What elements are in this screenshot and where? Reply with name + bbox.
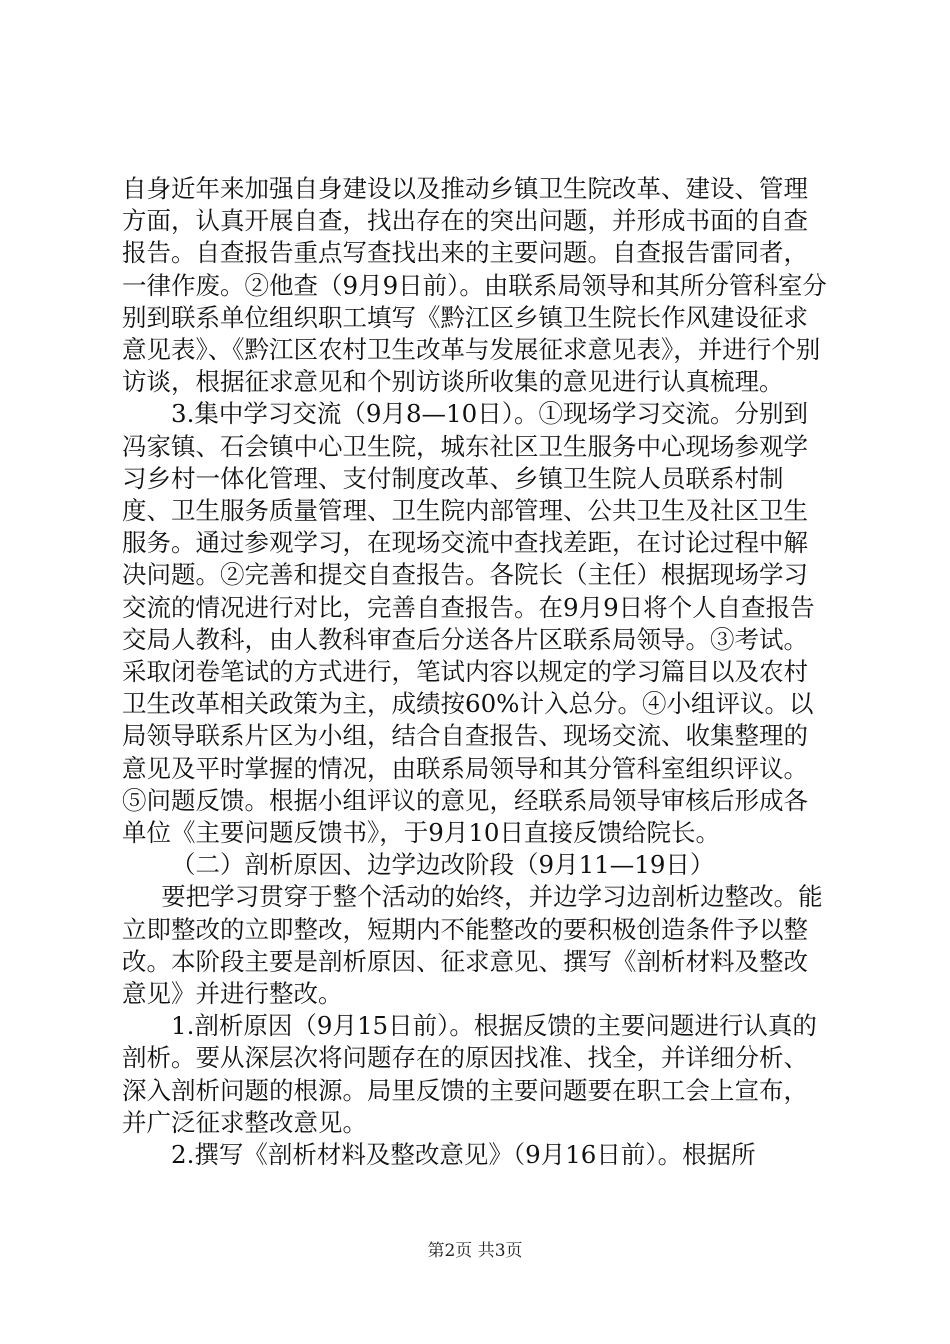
paragraph-study-throughout: 要把学习贯穿于整个活动的始终，并边学习边剖析边整改。能立即整改的立即整改，短期内不能整改的要积极创造条件予以整改。本阶段主要是剖析原因、征求意见、撰写《剖析材料及整改意见》并进行整改。 — [122, 882, 823, 1009]
page-number-label: 第2页 共3页 — [427, 1241, 523, 1261]
section-heading-analysis-stage: （二）剖析原因、边学边改阶段（9月11—19日） — [171, 850, 715, 880]
paragraph-analyze-causes: 1.剖析原因（9月15日前）。根据反馈的主要问题进行认真的剖析。要从深层次将问题存在的原因找准、找全，并详细分析、深入剖析问题的根源。局里反馈的主要问题要在职工会上宣布，并广泛征求整改意见。 — [122, 1011, 817, 1137]
document-body — [122, 173, 832, 1171]
paragraph-write-materials: 2.撰写《剖析材料及整改意见》（9月16日前）。根据所 — [171, 1140, 756, 1170]
paragraph-self-check: 自身近年来加强自身建设以及推动乡镇卫生院改革、建设、管理方面，认真开展自查，找出存在的突出问题，并形成书面的自查报告。自查报告重点写查找出来的主要问题。自查报告雷同者，一律作废。②他查（9月9日前）。由联系局领导和其所分管科室分别到联系单位组织职工填写《黔江区乡镇卫生院长作风建设征求意见表》、《黔江区农村卫生改革与发展征求意见表》，并进行个别访谈，根据征求意见和个别访谈所收集的意见进行认真梳理。 — [122, 174, 827, 397]
paragraph-centralized-study: 3.集中学习交流（9月8—10日）。①现场学习交流。分别到冯家镇、石会镇中心卫生院，城东社区卫生服务中心现场参观学习乡村一体化管理、支付制度改革、乡镇卫生院人员联系村制度、卫生服务质量管理、卫生院内部管理、公共卫生及社区卫生服务。通过参观学习，在现场交流中查找差距，在讨论过程中解决问题。②完善和提交自查报告。各院长（主任）根据现场学习交流的情况进行对比，完善自查报告。在9月9日将个人自查报告交局人教科，由人教科审查后分送各片区联系局领导。③考试。采取闭卷笔试的方式进行，笔试内容以规定的学习篇目以及农村卫生改革相关政策为主，成绩按60%计入总分。④小组评议。以局领导联系片区为小组，结合自查报告、现场交流、收集整理的意见及平时掌握的情况，由联系局领导和其分管科室组织评议。⑤问题反馈。根据小组评议的意见，经联系局领导审核后形成各单位《主要问题反馈书》，于9月10日直接反馈给院长。 — [122, 399, 815, 848]
page-footer — [0, 1236, 950, 1261]
